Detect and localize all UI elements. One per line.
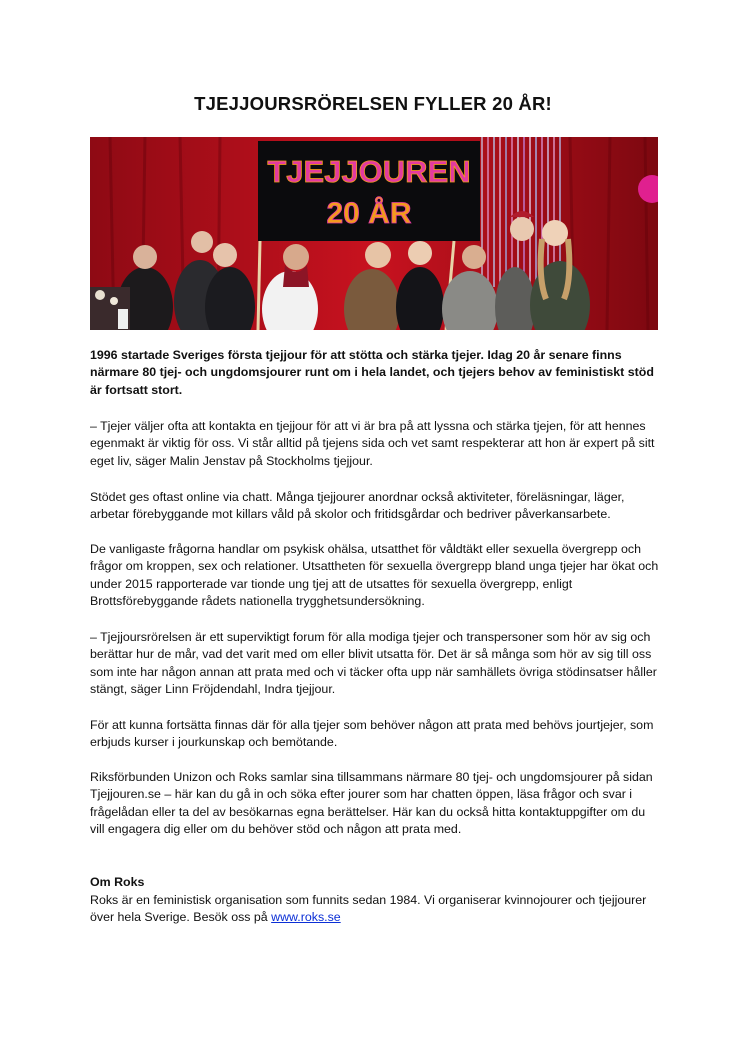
roks-website-link[interactable]: www.roks.se <box>271 910 341 925</box>
event-photo <box>90 137 658 330</box>
about-heading: Om Roks <box>90 875 145 889</box>
about-text: Roks är en feministisk organisation som funnits sedan 1984. Vi organiserar kvinnojourer och tjejjourer över hela Sverige. Besök oss på <box>90 893 647 925</box>
banner-pole-left <box>258 241 260 330</box>
body-paragraph-5: För att kunna fortsätta finnas där för alla tjejer som behöver någon att prata med behövs jourtjejer, som erbjuds kurser i jourkunskap och bemötande. <box>90 718 654 750</box>
about-paragraph <box>90 892 660 927</box>
body-paragraph-4: – Tjejjoursrörelsen är ett superviktigt forum för alla modiga tjejer och transpersoner som hör av sig och berättar hur de mår, vad det varit med om eller blivit utsatta för. Det är så många som hör av sig till oss som inte har någon annan att prata med och vi täcker ofta upp när samhällets övriga stödinsatser håller stängt, säger Linn Fröjdendahl, Indra tjejjour. <box>90 630 657 697</box>
page-title: TJEJJOURSRÖRELSEN FYLLER 20 ÅR! <box>194 93 552 114</box>
body-paragraph-6: Riksförbunden Unizon och Roks samlar sina tillsammans närmare 80 tjej- och ungdomsjourer på sidan Tjejjouren.se – här kan du gå in och söka efter jourer som har chatten öppen, läsa frågor och svar i frågelådan eller ta del av besökarnas egna berättelser. Här kan du också hitta kontaktuppgifter om du vill engagera dig eller om du behöver stöd och någon att prata med. <box>90 770 653 837</box>
body-paragraph-2: Stödet ges oftast online via chatt. Många tjejjourer anordnar också aktiviteter, föreläsningar, läger, arbetar förebyggande mot killars våld på skolor och fritidsgårdar och bedriver påverkansarbete. <box>90 490 625 522</box>
body-paragraph-3: De vanligaste frågorna handlar om psykisk ohälsa, utsatthet för våldtäkt eller sexuella övergrepp och frågor om kroppen, sex och relationer. Utsattheten för sexuella övergrepp bland unga tjejer har ökat och under 2015 rapporterade var tionde ung tjej att de utsattes för sexuella övergrepp, enligt Brottsförebyggande rådets nationella trygghetsundersökning. <box>90 542 659 609</box>
body-paragraph-1: – Tjejer väljer ofta att kontakta en tjejjour för att vi är bra på att lyssna och stärka tjejen, för att hennes egenmakt är viktig för oss. Vi står alltid på tjejens sida och vet samt respekterar att hon är expert på sitt eget liv, säger Malin Jenstav på Stockholms tjejjour. <box>90 419 655 468</box>
lead-paragraph: 1996 startade Sveriges första tjejjour för att stötta och stärka tjejer. Idag 20 år senare finns närmare 80 tjej- och ungdomsjourer runt om i hela landet, och tjejers behov av feministiskt stöd är fortsatt stort. <box>90 348 654 397</box>
banner-line-2: 20 ÅR <box>326 197 412 230</box>
event-photo-illustration <box>90 137 658 330</box>
banner-line-1: TJEJJOUREN <box>267 154 471 189</box>
table-props <box>90 287 130 330</box>
